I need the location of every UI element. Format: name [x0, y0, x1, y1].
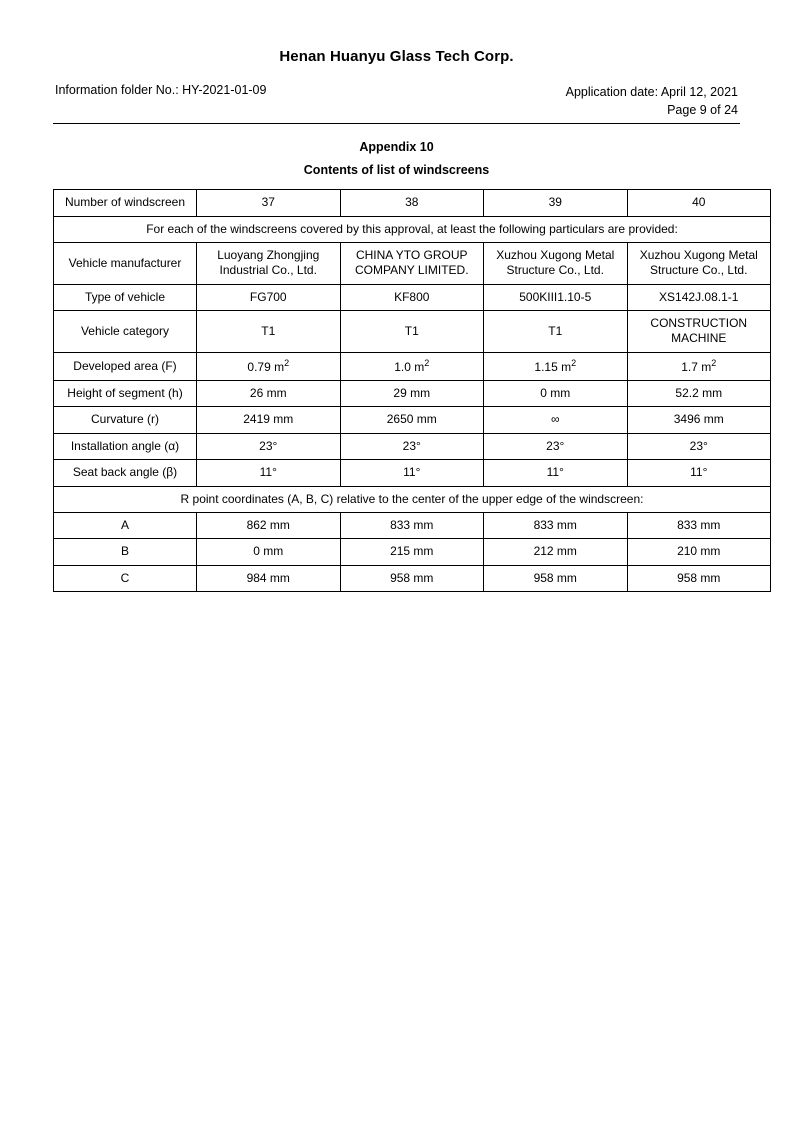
table-cell: 0 mm — [484, 381, 628, 407]
row-label: C — [54, 565, 197, 591]
page-title: Henan Huanyu Glass Tech Corp. — [279, 48, 514, 65]
table-row — [54, 284, 771, 310]
row-label: Vehicle manufacturer — [54, 242, 197, 284]
row-label: Curvature (r) — [54, 407, 197, 433]
table-cell — [197, 352, 341, 380]
table-cell: 833 mm — [484, 512, 628, 538]
table-cell — [627, 352, 771, 380]
table-cell: Luoyang Zhongjing Industrial Co., Ltd. — [197, 242, 341, 284]
note-rpoint: R point coordinates (A, B, C) relative to the center of the upper edge of the windscreen: — [54, 486, 771, 512]
row-label: Height of segment (h) — [54, 381, 197, 407]
table-cell: 23° — [197, 433, 341, 459]
value-area-4: 1.7 $m^2$ — [681, 357, 717, 374]
windscreen-table — [53, 189, 771, 592]
table-cell: 11° — [627, 460, 771, 486]
table-cell: 862 mm — [197, 512, 341, 538]
table-row — [54, 407, 771, 433]
table-cell: 2419 mm — [197, 407, 341, 433]
appendix-subtitle: Contents of list of windscreens — [303, 163, 490, 178]
table-row — [54, 242, 771, 284]
table-cell: T1 — [340, 311, 484, 353]
table-cell: KF800 — [340, 284, 484, 310]
table-row-note-rpoint — [54, 486, 771, 512]
table-cell: 29 mm — [340, 381, 484, 407]
table-cell: 833 mm — [627, 512, 771, 538]
table-cell: 500KIII1.10-5 — [484, 284, 628, 310]
row-label: A — [54, 512, 197, 538]
row-label: B — [54, 539, 197, 565]
row-label: Seat back angle (β) — [54, 460, 197, 486]
table-cell: 958 mm — [340, 565, 484, 591]
table-row — [54, 460, 771, 486]
table-row — [54, 433, 771, 459]
table-cell: 2650 mm — [340, 407, 484, 433]
table-cell: CONSTRUCTION MACHINE — [627, 311, 771, 353]
table-cell: T1 — [197, 311, 341, 353]
table-cell: XS142J.08.1-1 — [627, 284, 771, 310]
table-cell: 210 mm — [627, 539, 771, 565]
table-cell: 958 mm — [627, 565, 771, 591]
table-cell: Xuzhou Xugong Metal Structure Co., Ltd. — [484, 242, 628, 284]
table-row — [54, 381, 771, 407]
application-date: Application date: April 12, 2021 — [565, 85, 738, 99]
row-label-number: Number of windscreen — [54, 190, 197, 216]
table-cell: T1 — [484, 311, 628, 353]
appendix-heading — [53, 140, 740, 177]
table-row — [54, 311, 771, 353]
header-right-block — [566, 83, 738, 119]
table-cell: 3496 mm — [627, 407, 771, 433]
table-cell: 26 mm — [197, 381, 341, 407]
table-row-note-particulars — [54, 216, 771, 242]
row-label: Developed area (F) — [54, 352, 197, 380]
page-number: Page 9 of 24 — [667, 103, 738, 118]
table-cell: 40 — [627, 190, 771, 216]
table-cell: 212 mm — [484, 539, 628, 565]
table-cell: 11° — [340, 460, 484, 486]
table-cell: 39 — [484, 190, 628, 216]
table-cell: 11° — [484, 460, 628, 486]
table-cell: 52.2 mm — [627, 381, 771, 407]
table-cell: FG700 — [197, 284, 341, 310]
table-cell: 833 mm — [340, 512, 484, 538]
table-row — [54, 352, 771, 380]
value-area-1: 0.79 $m^2$ — [247, 357, 290, 374]
table-cell: 215 mm — [340, 539, 484, 565]
table-cell: 0 mm — [197, 539, 341, 565]
table-cell: 23° — [340, 433, 484, 459]
table-cell: 984 mm — [197, 565, 341, 591]
table-row — [54, 565, 771, 591]
table-row-number — [54, 190, 771, 216]
row-label: Installation angle (α) — [54, 433, 197, 459]
table-cell: 958 mm — [484, 565, 628, 591]
table-row — [54, 539, 771, 565]
document-header — [53, 83, 740, 124]
table-row — [54, 512, 771, 538]
note-particulars: For each of the windscreens covered by this approval, at least the following particulars are provided: — [54, 216, 771, 242]
table-cell: 38 — [340, 190, 484, 216]
row-label: Vehicle category — [54, 311, 197, 353]
table-cell: 37 — [197, 190, 341, 216]
table-cell: 23° — [484, 433, 628, 459]
table-cell: 11° — [197, 460, 341, 486]
information-folder-number: Information folder No.: HY-2021-01-09 — [55, 83, 267, 97]
table-cell — [340, 352, 484, 380]
table-cell: CHINA YTO GROUP COMPANY LIMITED. — [340, 242, 484, 284]
table-cell — [484, 352, 628, 380]
table-cell: Xuzhou Xugong Metal Structure Co., Ltd. — [627, 242, 771, 284]
value-area-2: 1.0 $m^2$ — [394, 357, 430, 374]
appendix-title: Appendix 10 — [359, 140, 434, 155]
value-area-3: 1.15 $m^2$ — [534, 357, 577, 374]
row-label: Type of vehicle — [54, 284, 197, 310]
table-cell: 23° — [627, 433, 771, 459]
table-cell: ∞ — [484, 407, 628, 433]
